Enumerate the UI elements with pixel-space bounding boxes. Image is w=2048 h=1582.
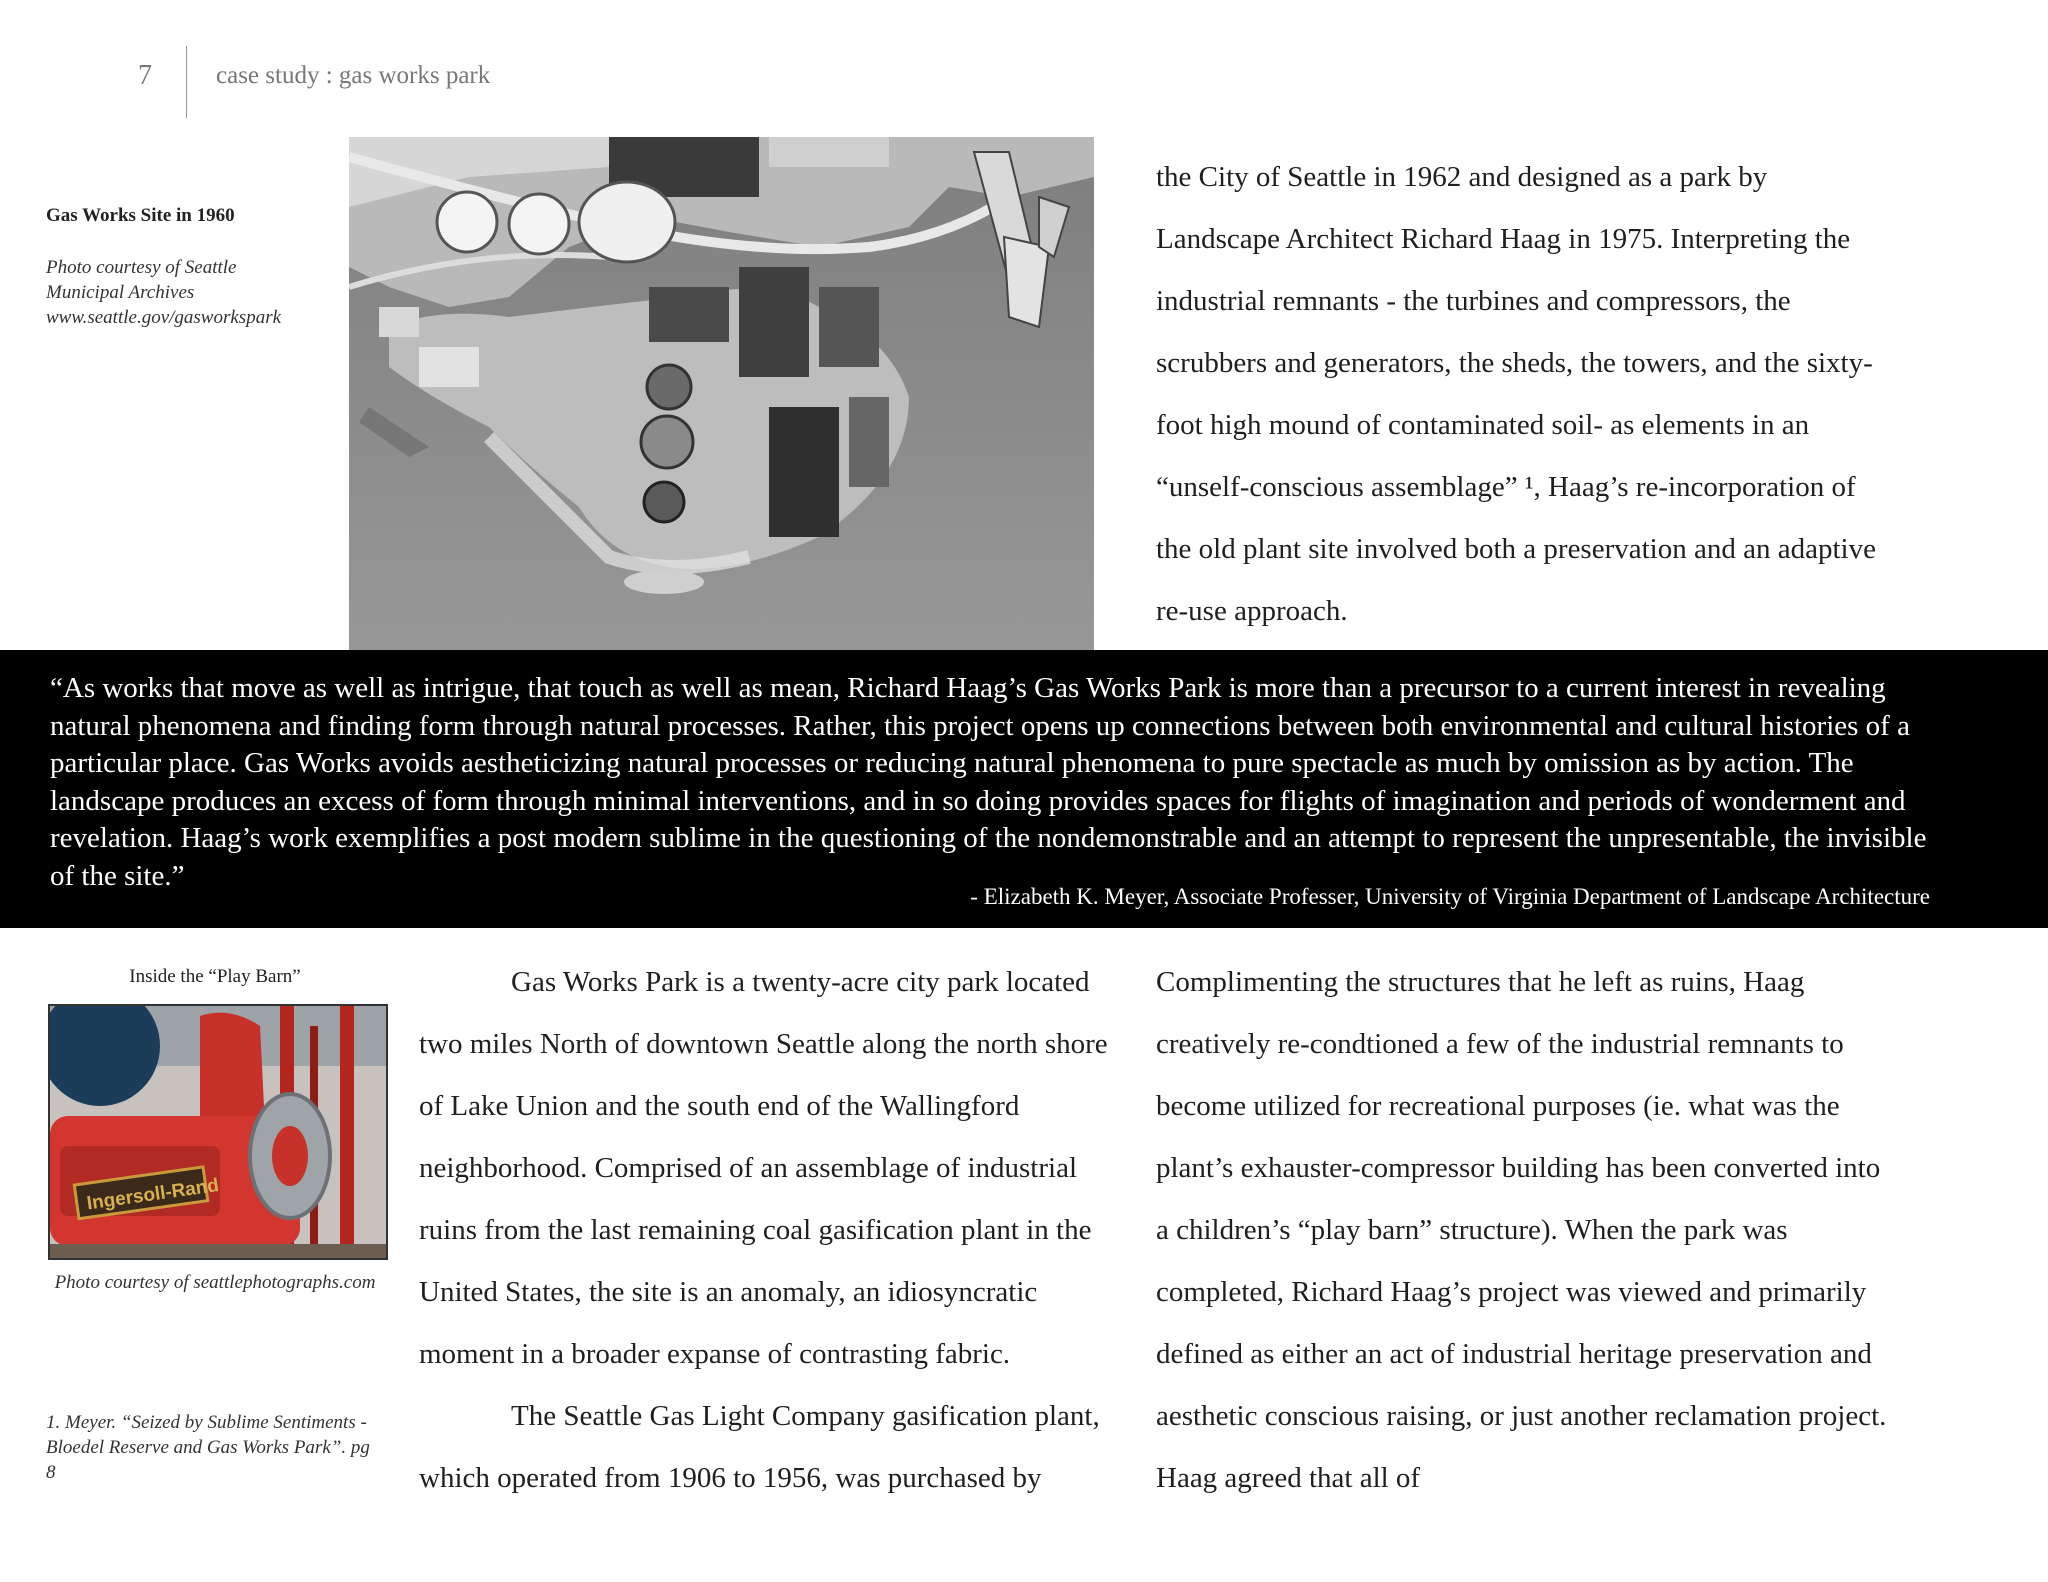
photo1-caption-credit: Photo courtesy of Seattle Municipal Archives www.seattle.gov/gasworkspark <box>46 257 282 328</box>
photo2-caption-title: Inside the “Play Barn” <box>129 966 301 987</box>
section-title: case study : gas works park <box>216 62 491 89</box>
header-divider <box>186 46 187 118</box>
photo2-caption-credit: Photo courtesy of seattlephotographs.com <box>54 1272 376 1293</box>
pull-quote: “As works that move as well as intrigue, that touch as well as mean, Richard Haag’s Gas Works Park is more than a precursor to a current interest in revealing natural phenomena and finding form through natural processes. Rather, this project opens up connections between both environmental and cultural histories of a particular place. Gas Works avoids aestheticizing natural processes or reducing natural phenomena to pure spectacle as much by omission as by action. The landscape produces an excess of form through minimal interventions, and in so doing provides spaces for flights of imagination and periods of wonderment and revelation. Haag’s work exemplifies a post modern sublime in the questioning of the nondemonstrable and an attempt to represent the unpresentable, the invisible of the site.” <box>50 672 1927 892</box>
paragraph: Complimenting the structures that he left as ruins, Haag creatively re-condtioned a few of the industrial remnants to become utilized for recreational purposes (ie. what was the plant’s exhauster-compressor building has been converted into a children’s “play barn” structure). When the park was completed, Richard Haag’s project was viewed and primarily defined as either an act of industrial heritage preservation and aesthetic conscious raising, or just another reclamation project. Haag agreed that all of <box>1156 966 1887 1494</box>
play-barn-photo <box>48 1004 388 1260</box>
quote-attribution: - Elizabeth K. Meyer, Associate Professer, University of Virginia Department of Landscape Architecture <box>970 884 1930 909</box>
footnote: 1. Meyer. “Seized by Sublime Sentiments - Bloedel Reserve and Gas Works Park”. pg 8 <box>46 1412 370 1483</box>
text-column-middle <box>419 951 1129 1509</box>
machine-label: Ingersoll-Rand <box>85 1175 221 1215</box>
text-column-right <box>1156 951 1896 1509</box>
aerial-photo-gas-works-1960 <box>349 137 1094 650</box>
paragraph: The Seattle Gas Light Company gasification plant, which operated from 1906 to 1956, was purchased by <box>419 1400 1100 1494</box>
paragraph: Gas Works Park is a twenty-acre city park located two miles North of downtown Seattle along the north shore of Lake Union and the south end of the Wallingford neighborhood. Comprised of an assemblage of industrial ruins from the last remaining coal gasification plant in the United States, the site is an anomaly, an idiosyncratic moment in a broader expanse of contrasting fabric. <box>419 966 1108 1370</box>
paragraph: the City of Seattle in 1962 and designed as a park by Landscape Architect Richard Haag in 1975. Interpreting the industrial remnants - the turbines and compressors, the scrubbers and generators, the sheds, the towers, and the sixty-foot high mound of contaminated soil- as elements in an “unself-conscious assemblage” ¹, Haag’s re-incorporation of the old plant site involved both a preservation and an adaptive re-use approach. <box>1156 161 1876 627</box>
page-number: 7 <box>138 60 152 91</box>
text-column-top <box>1156 146 1896 642</box>
photo1-caption-title: Gas Works Site in 1960 <box>46 205 235 226</box>
